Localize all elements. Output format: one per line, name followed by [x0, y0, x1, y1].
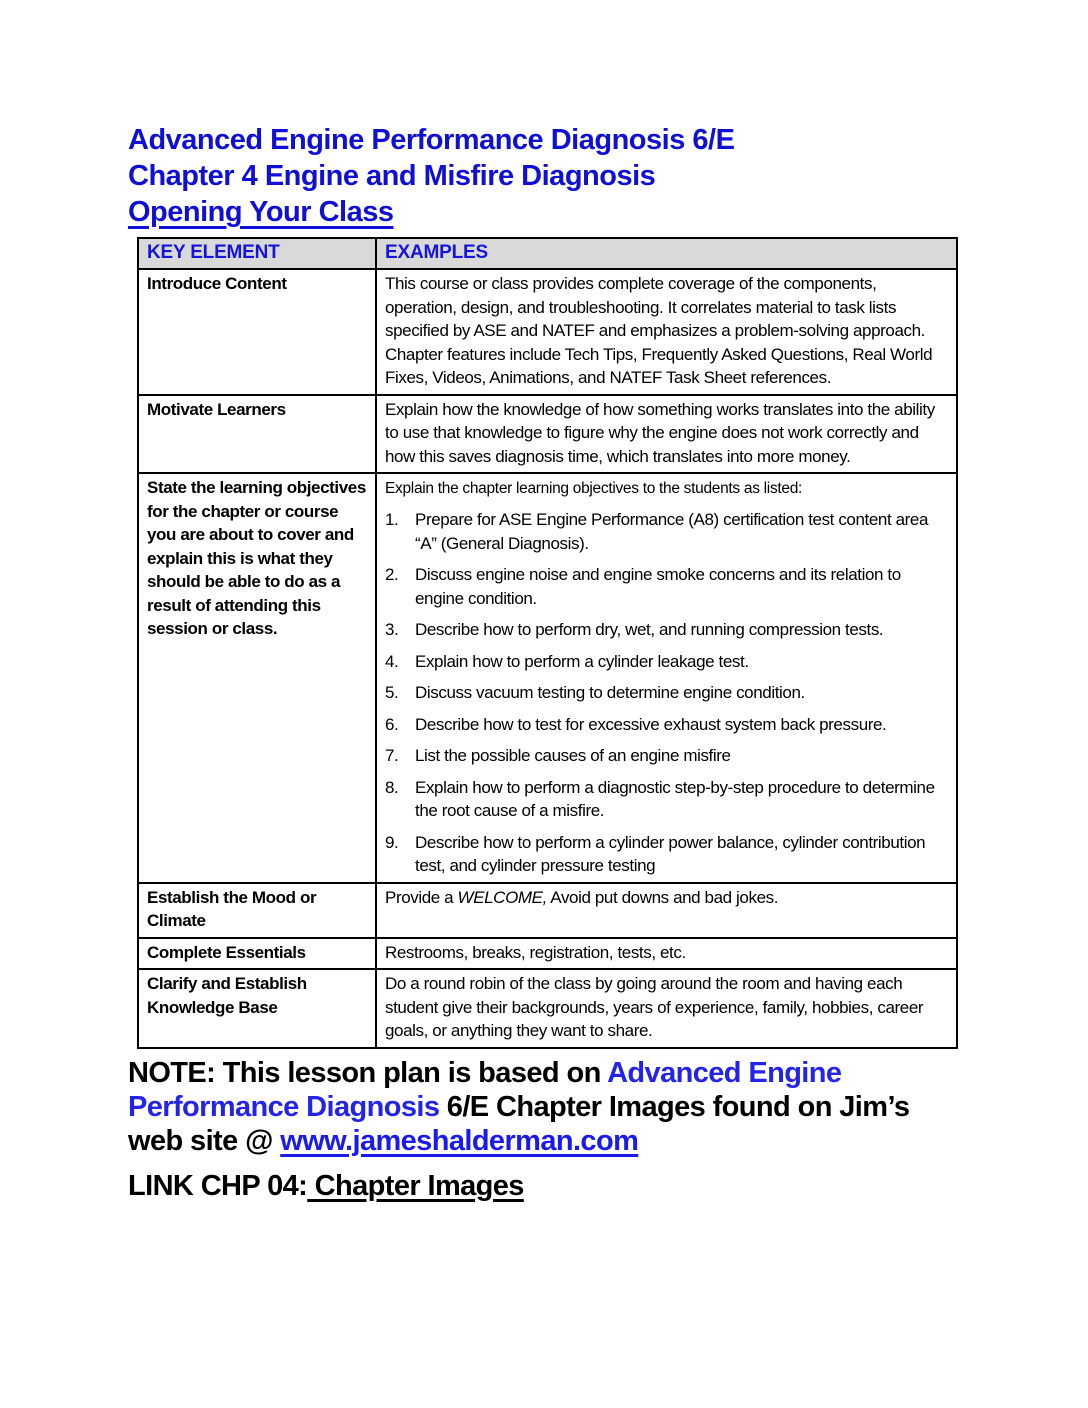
objective-text: Describe how to perform a cylinder power balance, cylinder contribution test, and cylinder pressure testing	[415, 832, 926, 875]
title-line-1: Advanced Engine Performance Diagnosis 6/E	[128, 124, 735, 156]
key-element-cell: Introduce Content	[138, 269, 376, 395]
column-header-examples: EXAMPLES	[376, 238, 957, 269]
lesson-plan-table	[137, 237, 958, 1049]
objective-number: 3.	[385, 620, 399, 639]
key-element-cell: Clarify and Establish Knowledge Base	[138, 969, 376, 1048]
objective-text: Prepare for ASE Engine Performance (A8) certification test content area “A” (General Diagnosis).	[415, 510, 929, 553]
objective-number: 1.	[385, 510, 399, 529]
title-line-2: Chapter 4 Engine and Misfire Diagnosis	[128, 160, 656, 192]
table-row-introduce-content	[138, 269, 957, 395]
table-row-clarify-knowledge-base	[138, 969, 957, 1048]
note-text-prefix: NOTE: This lesson plan is based on	[128, 1056, 608, 1089]
chapter-link-line	[128, 1169, 1088, 1203]
examples-cell: Explain how the knowledge of how something works translates into the ability to use that knowledge to figure why the engine does not work correctly and how this saves diagnosis time, which translates into more money.	[376, 395, 957, 474]
objective-text: Describe how to test for excessive exhaust system back pressure.	[415, 714, 887, 734]
key-element-cell: Complete Essentials	[138, 938, 376, 970]
objective-text: Explain how to perform a diagnostic step-by-step procedure to determine the root cause of a misfire.	[415, 777, 935, 820]
objective-number: 5.	[385, 683, 399, 702]
website-link[interactable]: www.jameshalderman.com	[280, 1124, 639, 1157]
note-book-title: Advanced Engine Performance Diagnosis	[128, 1056, 842, 1123]
objective-number: 6.	[385, 714, 399, 734]
examples-cell	[376, 473, 957, 883]
mood-text-prefix: Provide a	[385, 887, 458, 907]
examples-cell: Do a round robin of the class by going around the room and having each student give their backgrounds, years of experience, family, hobbies, career goals, or anything they want to share.	[376, 969, 957, 1048]
opening-your-class-heading: Opening Your Class	[128, 196, 394, 228]
link-line-label: LINK CHP 04:	[128, 1169, 308, 1202]
note-paragraph	[128, 1056, 938, 1158]
key-element-cell: State the learning objectives for the chapter or course you are about to cover and explain this is what they should be able to do as a result of attending this session or class.	[138, 473, 376, 883]
examples-cell: Restrooms, breaks, registration, tests, etc.	[376, 938, 957, 970]
objective-item	[385, 831, 948, 878]
objective-number: 4.	[385, 651, 399, 671]
objective-item	[385, 563, 948, 610]
objective-number: 8.	[385, 777, 399, 797]
objective-item	[385, 618, 948, 642]
document-title	[128, 0, 968, 230]
objective-item	[385, 650, 948, 674]
objective-item	[385, 681, 948, 705]
table-row-learning-objectives	[138, 473, 957, 883]
objective-number: 7.	[385, 746, 399, 765]
table-row-complete-essentials	[138, 938, 957, 970]
mood-text-welcome: WELCOME,	[457, 887, 547, 907]
objective-text: Discuss engine noise and engine smoke concerns and its relation to engine condition.	[415, 565, 901, 608]
objectives-intro: Explain the chapter learning objectives to the students as listed:	[385, 480, 803, 497]
title-line-3	[128, 194, 968, 230]
objective-item	[385, 744, 948, 768]
note-text-middle: 6/E Chapter Images found on Jim’s web site @	[128, 1090, 910, 1157]
examples-cell: This course or class provides complete coverage of the components, operation, design, and troubleshooting. It correlates material to task lists specified by ASE and NATEF and emphasizes a problem-solving approach. Chapter features include Tech Tips, Frequently Asked Questions, Real World Fixes, Videos, Animations, and NATEF Task Sheet references.	[376, 269, 957, 395]
objective-text: Describe how to perform dry, wet, and running compression tests.	[415, 620, 884, 639]
table-row-motivate-learners	[138, 395, 957, 474]
objective-text: Discuss vacuum testing to determine engine condition.	[415, 683, 805, 702]
chapter-images-link[interactable]: Chapter Images	[307, 1169, 524, 1202]
objective-item	[385, 776, 948, 823]
examples-cell	[376, 883, 957, 938]
column-header-key-element: KEY ELEMENT	[138, 238, 376, 269]
key-element-cell: Establish the Mood or Climate	[138, 883, 376, 938]
objective-number: 9.	[385, 832, 399, 852]
table-header-row	[138, 238, 957, 269]
key-element-cell: Motivate Learners	[138, 395, 376, 474]
mood-text-suffix: Avoid put downs and bad jokes.	[546, 887, 779, 907]
objective-text: List the possible causes of an engine misfire	[415, 746, 731, 765]
objective-number: 2.	[385, 565, 399, 584]
objective-item	[385, 508, 948, 555]
objective-text: Explain how to perform a cylinder leakage test.	[415, 651, 749, 671]
table-row-establish-mood	[138, 883, 957, 938]
objective-item	[385, 713, 948, 737]
